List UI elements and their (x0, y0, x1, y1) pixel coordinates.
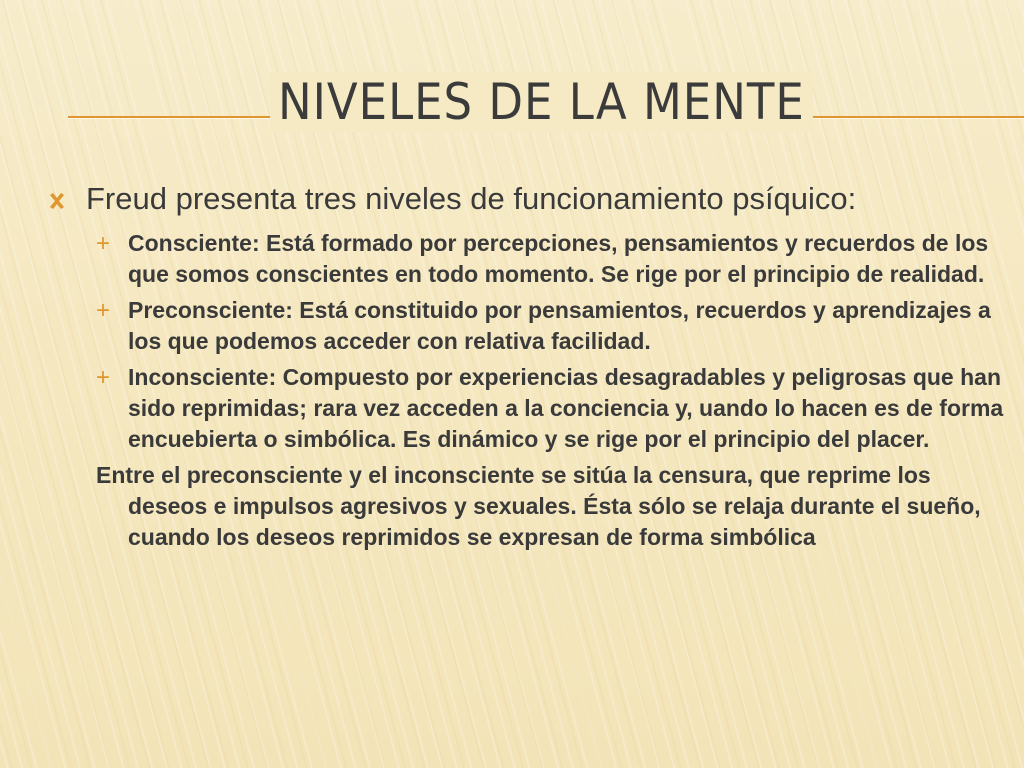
sub-bullet-text-preconsciente: Preconsciente: Está constituido por pensamientos, recuerdos y aprendizajes a los que podemos acceder con relativa facilidad. (128, 297, 991, 354)
sub-bullet-item (44, 228, 1008, 290)
sub-bullet-text-consciente: Consciente: Está formado por percepciones, pensamientos y recuerdos de los que somos conscientes en todo momento. Se rige por el principio de realidad. (128, 230, 989, 287)
main-bullet-text: Freud presenta tres niveles de funcionamiento psíquico: (86, 181, 857, 216)
slide-content (44, 180, 1004, 553)
sub-bullet-item (44, 362, 1008, 455)
sub-bullet-item (44, 295, 1008, 357)
title-area (0, 70, 1024, 140)
sub-bullet-text-inconsciente: Inconsciente: Compuesto por experiencias desagradables y peligrosas que han sido reprimidas; rara vez acceden a la conciencia y, uando lo hacen es de forma encuebierta o simbólica. Es dinámico y se rige por el principio del placer. (128, 364, 1004, 452)
slide-title: NIVELES DE LA MENTE (270, 72, 813, 132)
x-mark-bullet-icon (48, 184, 70, 214)
closing-note: Entre el preconsciente y el inconsciente se sitúa la censura, que reprime los deseos e impulsos agresivos y sexuales. Ésta sólo se relaja durante el sueño, cuando los deseos reprimidos se expresan de forma simbólica (96, 462, 981, 550)
plus-bullet-icon: + (96, 297, 111, 324)
plus-bullet-icon: + (96, 364, 111, 391)
plus-bullet-icon: + (96, 230, 111, 257)
main-bullet-item (44, 180, 1004, 218)
